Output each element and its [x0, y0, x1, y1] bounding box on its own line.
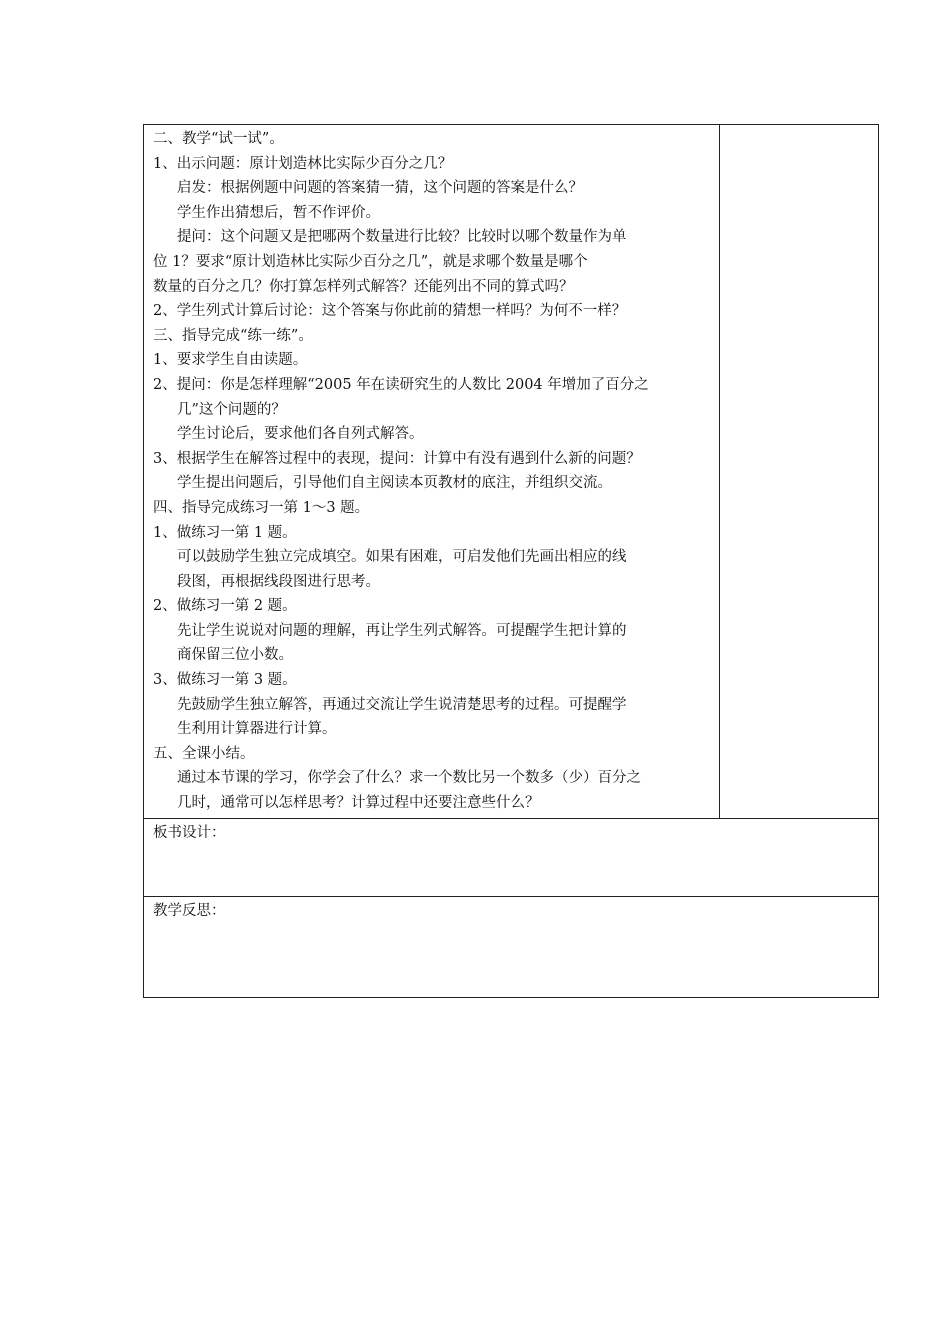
- reflection-cell: [144, 896, 879, 997]
- step-line: 1、做练习一第 1 题。: [153, 524, 297, 541]
- step-line: 1、出示问题：原计划造林比实际少百分之几？: [153, 155, 453, 172]
- reflection-row: [144, 896, 879, 997]
- step-line: 1、要求学生自由读题。: [153, 352, 308, 369]
- detail-line: 提问：这个问题又是把哪两个数量进行比较？比较时以哪个数量作为单: [177, 229, 627, 246]
- process-row: [144, 125, 879, 819]
- board-design-row: [144, 818, 879, 896]
- board-design-cell: [144, 818, 879, 896]
- section-heading: 二、教学“试一试”。: [153, 131, 284, 147]
- detail-line: 通过本节课的学习，你学会了什么？求一个数比另一个数多（少）百分之: [177, 770, 641, 787]
- detail-line: 位 1？要求“原计划造林比实际少百分之几”，就是求哪个数量是哪个: [153, 253, 588, 270]
- detail-line: 几”这个问题的？: [177, 401, 286, 418]
- reflection-label: 教学反思：: [153, 902, 226, 919]
- detail-line: 学生提出问题后，引导他们自主阅读本页教材的底注，并组织交流。: [177, 475, 612, 492]
- step-line: 3、根据学生在解答过程中的表现，提问：计算中有没有遇到什么新的问题？: [153, 450, 641, 467]
- detail-line: 启发：根据例题中问题的答案猜一猜，这个问题的答案是什么？: [177, 180, 583, 197]
- detail-line: 可以鼓励学生独立完成填空。如果有困难，可启发他们先画出相应的线: [177, 549, 627, 566]
- detail-line: 商保留三位小数。: [177, 647, 293, 664]
- section-heading: 五、全课小结。: [153, 745, 255, 762]
- board-design-label: 板书设计：: [153, 824, 226, 841]
- step-line: 2、做练习一第 2 题。: [153, 598, 297, 615]
- section-heading: 三、指导完成“练一练”。: [153, 327, 313, 344]
- detail-line: 数量的百分之几？你打算怎样列式解答？还能列出不同的算式吗？: [153, 278, 574, 295]
- detail-line: 学生作出猜想后，暂不作评价。: [177, 204, 380, 221]
- detail-line: 先让学生说说对问题的理解，再让学生列式解答。可提醒学生把计算的: [177, 622, 627, 639]
- detail-line: 先鼓励学生独立解答，再通过交流让学生说清楚思考的过程。可提醒学: [177, 696, 627, 713]
- detail-line: 几时，通常可以怎样思考？计算过程中还要注意些什么？: [177, 795, 540, 812]
- notes-column-cell: [720, 125, 879, 819]
- teaching-process-cell: [144, 125, 720, 819]
- step-line: 3、做练习一第 3 题。: [153, 672, 297, 689]
- section-heading: 四、指导完成练习一第 1～3 题。: [153, 499, 370, 516]
- detail-line: 段图，再根据线段图进行思考。: [177, 573, 380, 590]
- step-line: 2、学生列式计算后讨论：这个答案与你此前的猜想一样吗？为何不一样？: [153, 303, 627, 320]
- step-line: 2、提问：你是怎样理解“2005 年在读研究生的人数比 2004 年增加了百分之: [153, 376, 649, 393]
- detail-line: 学生讨论后，要求他们各自列式解答。: [177, 426, 424, 443]
- lesson-plan-table: [143, 124, 879, 998]
- detail-line: 生利用计算器进行计算。: [177, 721, 337, 738]
